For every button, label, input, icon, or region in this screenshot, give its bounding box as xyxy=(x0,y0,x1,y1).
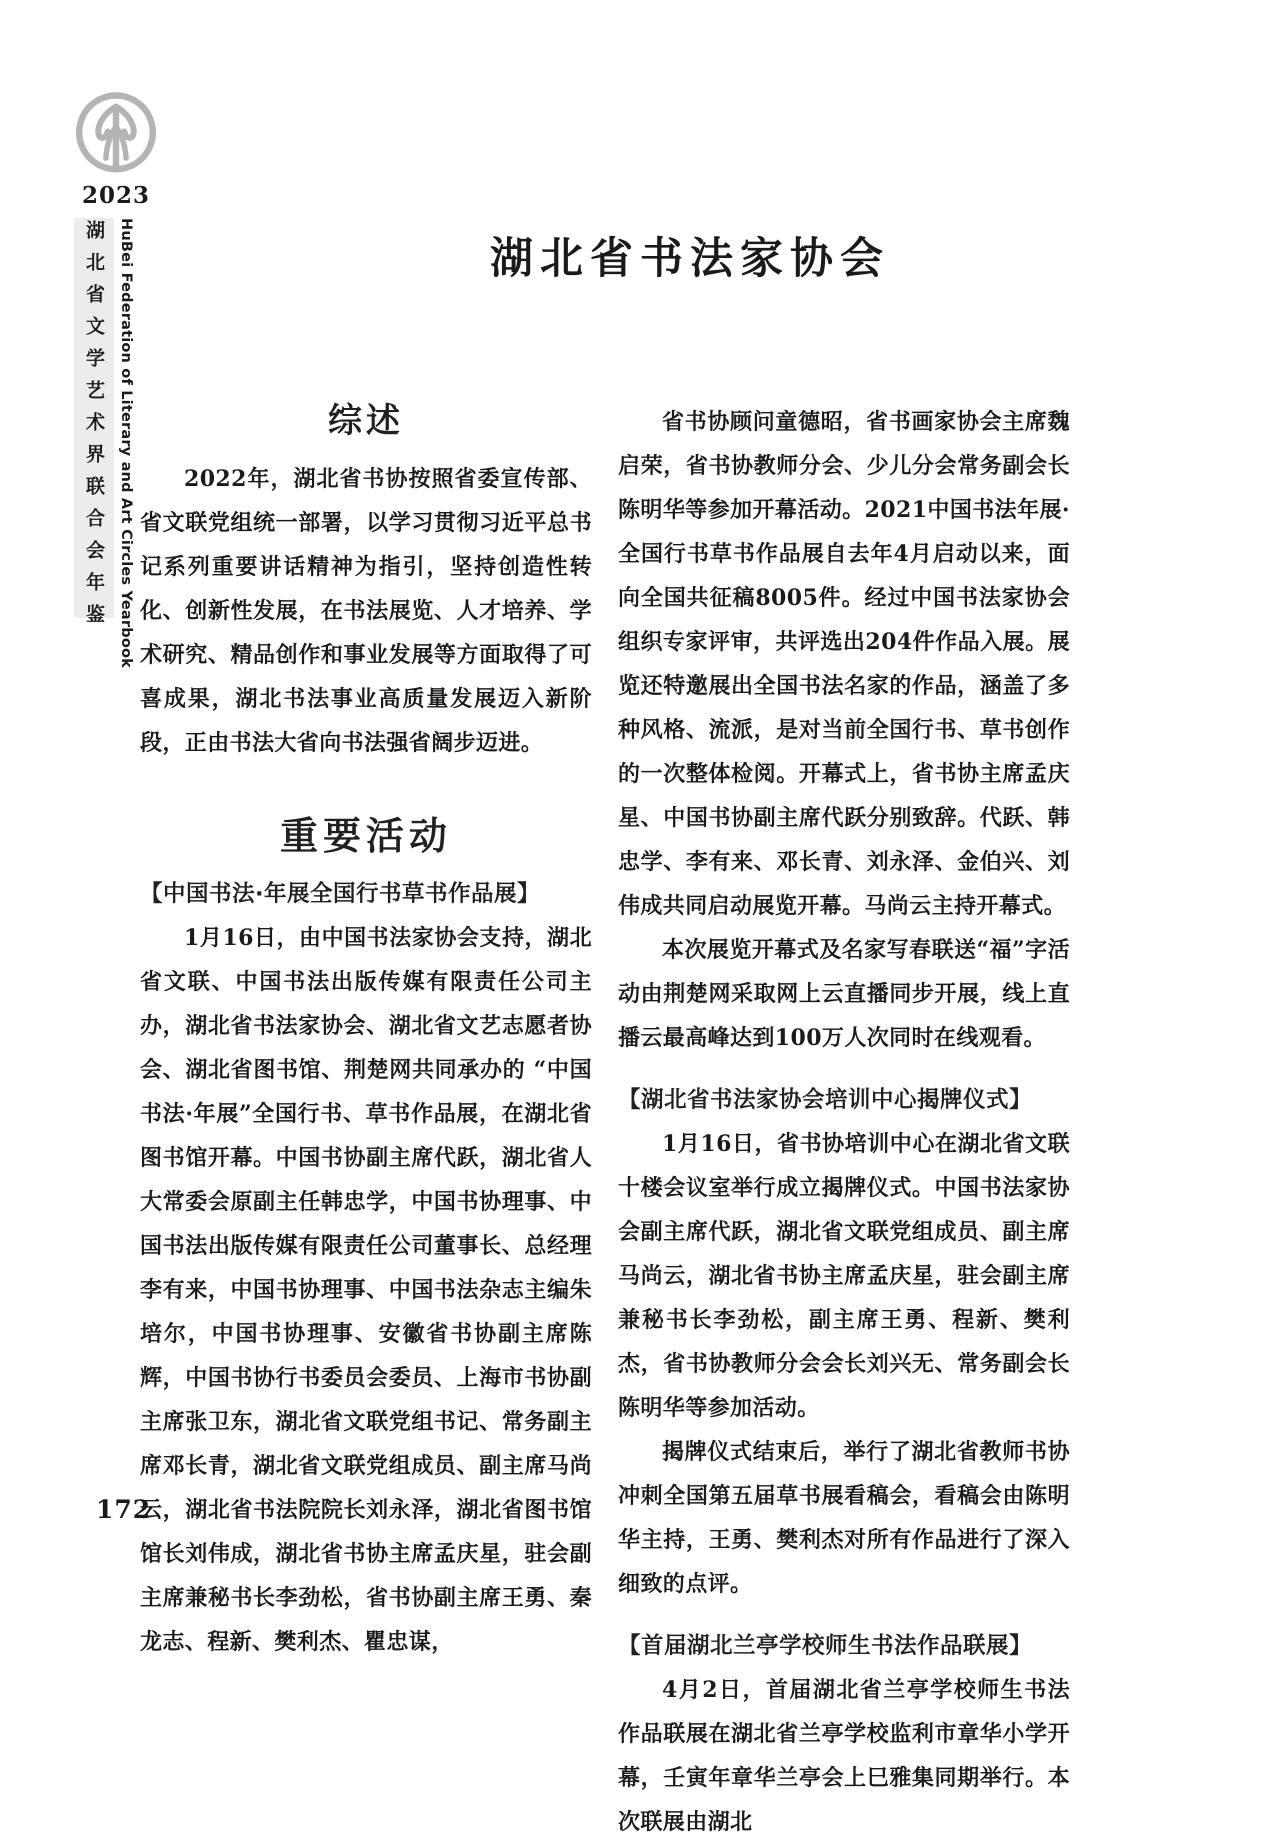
sidebar-title-cn: 湖北省文学艺术界联合会年鉴 xyxy=(83,220,105,636)
page-title: 湖北省书法家协会 xyxy=(490,233,890,284)
article-body xyxy=(140,400,1140,1835)
heading-key-activities: 重要活动 xyxy=(279,813,452,858)
paragraph-section3-1: 4月2日，首届湖北省兰亭学校师生书法作品联展在湖北省兰亭学校监利市章华小学开幕，壬寅年章华兰亭会上巳雅集同期举行。本次联展由湖北 xyxy=(618,1676,1070,1835)
heading-exhibition-national-running-cursive: 【中国书法·年展全国行书草书作品展】 xyxy=(140,881,541,907)
yearbook-year: 2023 xyxy=(81,182,150,209)
paragraph-section1: 1月16日，由中国书法家协会支持，湖北省文联、中国书法出版传媒有限责任公司主办，湖北省书法家协会、湖北省文艺志愿者协会、湖北省图书馆、荆楚网共同承办的 “中国书法·年展”全国行书、草书作品展，在湖北省图书馆开幕。中国书协副主席代跃，湖北省人大常委会原副主任韩忠学，中国书协理事、中国书法出版传媒有限责任公司董事长、总经理李有来，中国书协理事、中国书法杂志主编朱培尔，中国书协理事、安徽省书协副主席陈辉，中国书协行书委员会委员、上海市书协副主席张卫东，湖北省文联党组书记、常务副主席邓长青，湖北省文联党组成员、副主席马尚云，湖北省书法院院长刘永泽，湖北省图书馆馆长刘伟成，湖北省书协主席孟庆星，驻会副主席兼秘书长李劲松，省书协副主席王勇、秦龙志、程新、樊利杰、瞿忠谋， xyxy=(140,924,592,1655)
paragraph-right-2: 本次展览开幕式及名家写春联送“福”字活动由荆楚网采取网上云直播同步开展，线上直播云最高峰达到100万人次同时在线观看。 xyxy=(618,937,1070,1051)
hubei-federation-emblem-icon xyxy=(70,90,162,182)
column-left xyxy=(140,400,592,1655)
paragraph-section2-2: 揭牌仪式结束后，举行了湖北省教师书协冲刺全国第五届草书展看稿会，看稿会由陈明华主持，王勇、樊利杰对所有作品进行了深入细致的点评。 xyxy=(618,1438,1070,1597)
page-number: 172 xyxy=(96,1495,152,1524)
sidebar-title-en: HuBei Federation of Literary and Art Circles Yearbook xyxy=(118,218,134,668)
heading-overview: 综述 xyxy=(328,401,404,441)
column-right xyxy=(618,400,1070,1835)
paragraph-right-1: 省书协顾问童德昭，省书画家协会主席魏启荣，省书协教师分会、少儿分会常务副会长陈明华等参加开幕活动。2021中国书法年展·全国行书草书作品展自去年4月启动以来，面向全国共征稿8005件。经过中国书法家协会组织专家评审，共评选出204件作品入展。展览还特邀展出全国书法名家的作品，涵盖了多种风格、流派，是对当前全国行书、草书创作的一次整体检阅。开幕式上，省书协主席孟庆星、中国书协副主席代跃分别致辞。代跃、韩忠学、李有来、邓长青、刘永泽、金伯兴、刘伟成共同启动展览开幕。马尚云主持开幕式。 xyxy=(618,409,1070,919)
paragraph-overview: 2022年，湖北省书协按照省委宣传部、省文联党组统一部署，以学习贯彻习近平总书记系列重要讲话精神为指引，坚持创造性转化、创新性发展，在书法展览、人才培养、学术研究、精品创作和事业发展等方面取得了可喜成果，湖北书法事业高质量发展迈入新阶段，正由书法大省向书法强省阔步迈进。 xyxy=(140,465,592,756)
heading-training-center-unveiling: 【湖北省书法家协会培训中心揭牌仪式】 xyxy=(618,1087,1033,1113)
heading-lanting-school-joint-exhibition: 【首届湖北兰亭学校师生书法作品联展】 xyxy=(618,1632,1033,1659)
paragraph-section2-1: 1月16日，省书协培训中心在湖北省文联十楼会议室举行成立揭牌仪式。中国书法家协会副主席代跃，湖北省文联党组成员、副主席马尚云，湖北省书协主席孟庆星，驻会副主席兼秘书长李劲松，副主席王勇、程新、樊利杰，省书协教师分会会长刘兴无、常务副会长陈明华等参加活动。 xyxy=(618,1130,1070,1421)
